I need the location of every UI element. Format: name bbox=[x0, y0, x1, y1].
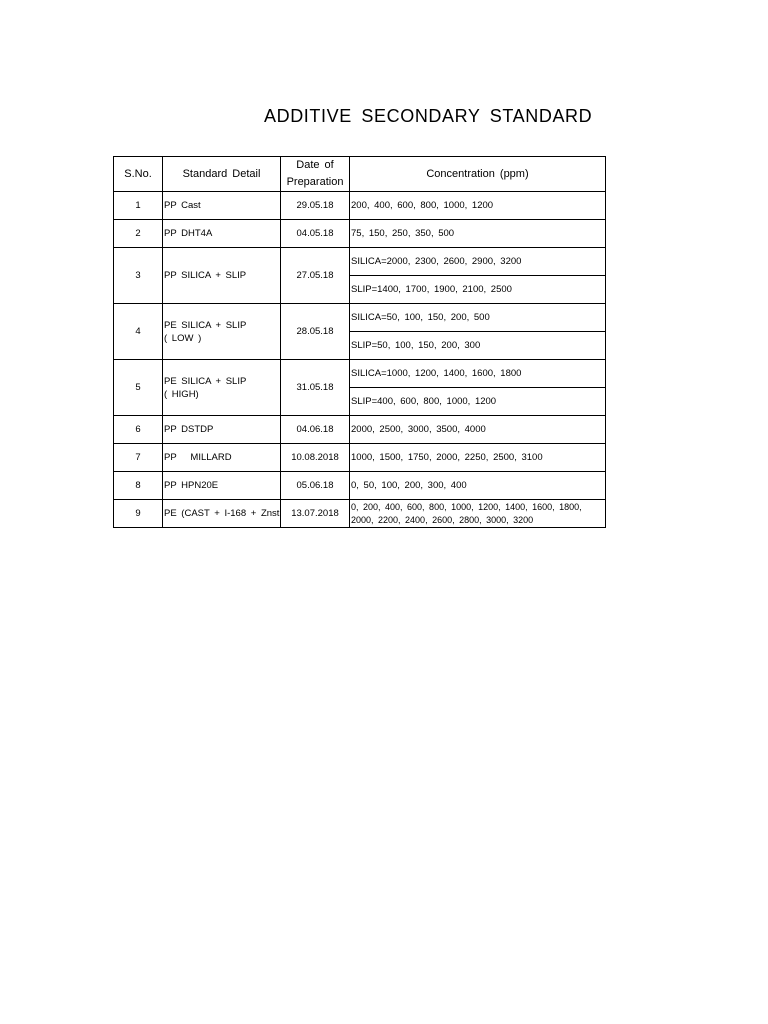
detail-line2: ( LOW ) bbox=[164, 332, 202, 344]
cell-concentration-slip: SLIP=50, 100, 150, 200, 300 bbox=[350, 332, 606, 360]
header-date-line1: Date of bbox=[296, 159, 334, 171]
concentration-line2: 2000, 2200, 2400, 2600, 2800, 3000, 3200 bbox=[351, 514, 534, 525]
cell-sno: 1 bbox=[114, 192, 163, 220]
cell-sno: 3 bbox=[114, 248, 163, 304]
header-concentration: Concentration (ppm) bbox=[350, 157, 606, 192]
cell-date: 04.06.18 bbox=[281, 416, 350, 444]
standards-table bbox=[113, 156, 606, 528]
detail-line2: ( HIGH) bbox=[164, 388, 199, 400]
cell-date: 28.05.18 bbox=[281, 304, 350, 360]
cell-date: 27.05.18 bbox=[281, 248, 350, 304]
table-row bbox=[114, 304, 606, 332]
cell-detail: PP DHT4A bbox=[163, 220, 281, 248]
detail-line1: PE SILICA + SLIP bbox=[164, 375, 247, 387]
cell-concentration-silica: SILICA=2000, 2300, 2600, 2900, 3200 bbox=[350, 248, 606, 276]
cell-concentration: 0, 50, 100, 200, 300, 400 bbox=[350, 472, 606, 500]
cell-concentration bbox=[350, 500, 606, 528]
cell-concentration-slip: SLIP=400, 600, 800, 1000, 1200 bbox=[350, 388, 606, 416]
cell-concentration-slip: SLIP=1400, 1700, 1900, 2100, 2500 bbox=[350, 276, 606, 304]
cell-detail: PP DSTDP bbox=[163, 416, 281, 444]
cell-date: 31.05.18 bbox=[281, 360, 350, 416]
concentration-line1: 0, 200, 400, 600, 800, 1000, 1200, 1400, 1600, 1800, bbox=[351, 501, 582, 512]
cell-date: 29.05.18 bbox=[281, 192, 350, 220]
cell-concentration-silica: SILICA=50, 100, 150, 200, 500 bbox=[350, 304, 606, 332]
header-standard-detail: Standard Detail bbox=[163, 157, 281, 192]
cell-date: 10.08.2018 bbox=[281, 444, 350, 472]
header-date-of-preparation bbox=[281, 157, 350, 192]
cell-sno: 9 bbox=[114, 500, 163, 528]
table-row bbox=[114, 500, 606, 528]
cell-concentration: 1000, 1500, 1750, 2000, 2250, 2500, 3100 bbox=[350, 444, 606, 472]
cell-concentration: 2000, 2500, 3000, 3500, 4000 bbox=[350, 416, 606, 444]
cell-date: 05.06.18 bbox=[281, 472, 350, 500]
cell-concentration: 200, 400, 600, 800, 1000, 1200 bbox=[350, 192, 606, 220]
page-title: ADDITIVE SECONDARY STANDARD bbox=[264, 106, 593, 126]
cell-detail: PP SILICA + SLIP bbox=[163, 248, 281, 304]
cell-date: 04.05.18 bbox=[281, 220, 350, 248]
table-row bbox=[114, 220, 606, 248]
header-date-line2: Preparation bbox=[286, 176, 344, 188]
detail-line1: PE SILICA + SLIP bbox=[164, 319, 247, 331]
header-sno: S.No. bbox=[114, 157, 163, 192]
table-row bbox=[114, 472, 606, 500]
cell-sno: 8 bbox=[114, 472, 163, 500]
table-header-row bbox=[114, 157, 606, 192]
cell-detail: PP MILLARD bbox=[163, 444, 281, 472]
cell-concentration: 75, 150, 250, 350, 500 bbox=[350, 220, 606, 248]
table-row bbox=[114, 416, 606, 444]
table-row bbox=[114, 248, 606, 276]
cell-date: 13.07.2018 bbox=[281, 500, 350, 528]
table-row bbox=[114, 444, 606, 472]
cell-sno: 5 bbox=[114, 360, 163, 416]
cell-sno: 7 bbox=[114, 444, 163, 472]
cell-detail: PP Cast bbox=[163, 192, 281, 220]
table-row bbox=[114, 360, 606, 388]
cell-detail bbox=[163, 304, 281, 360]
table-row bbox=[114, 192, 606, 220]
cell-sno: 6 bbox=[114, 416, 163, 444]
cell-detail: PP HPN20E bbox=[163, 472, 281, 500]
cell-sno: 4 bbox=[114, 304, 163, 360]
cell-sno: 2 bbox=[114, 220, 163, 248]
cell-detail: PE (CAST + I-168 + Znst bbox=[163, 500, 281, 528]
cell-detail bbox=[163, 360, 281, 416]
cell-concentration-silica: SILICA=1000, 1200, 1400, 1600, 1800 bbox=[350, 360, 606, 388]
